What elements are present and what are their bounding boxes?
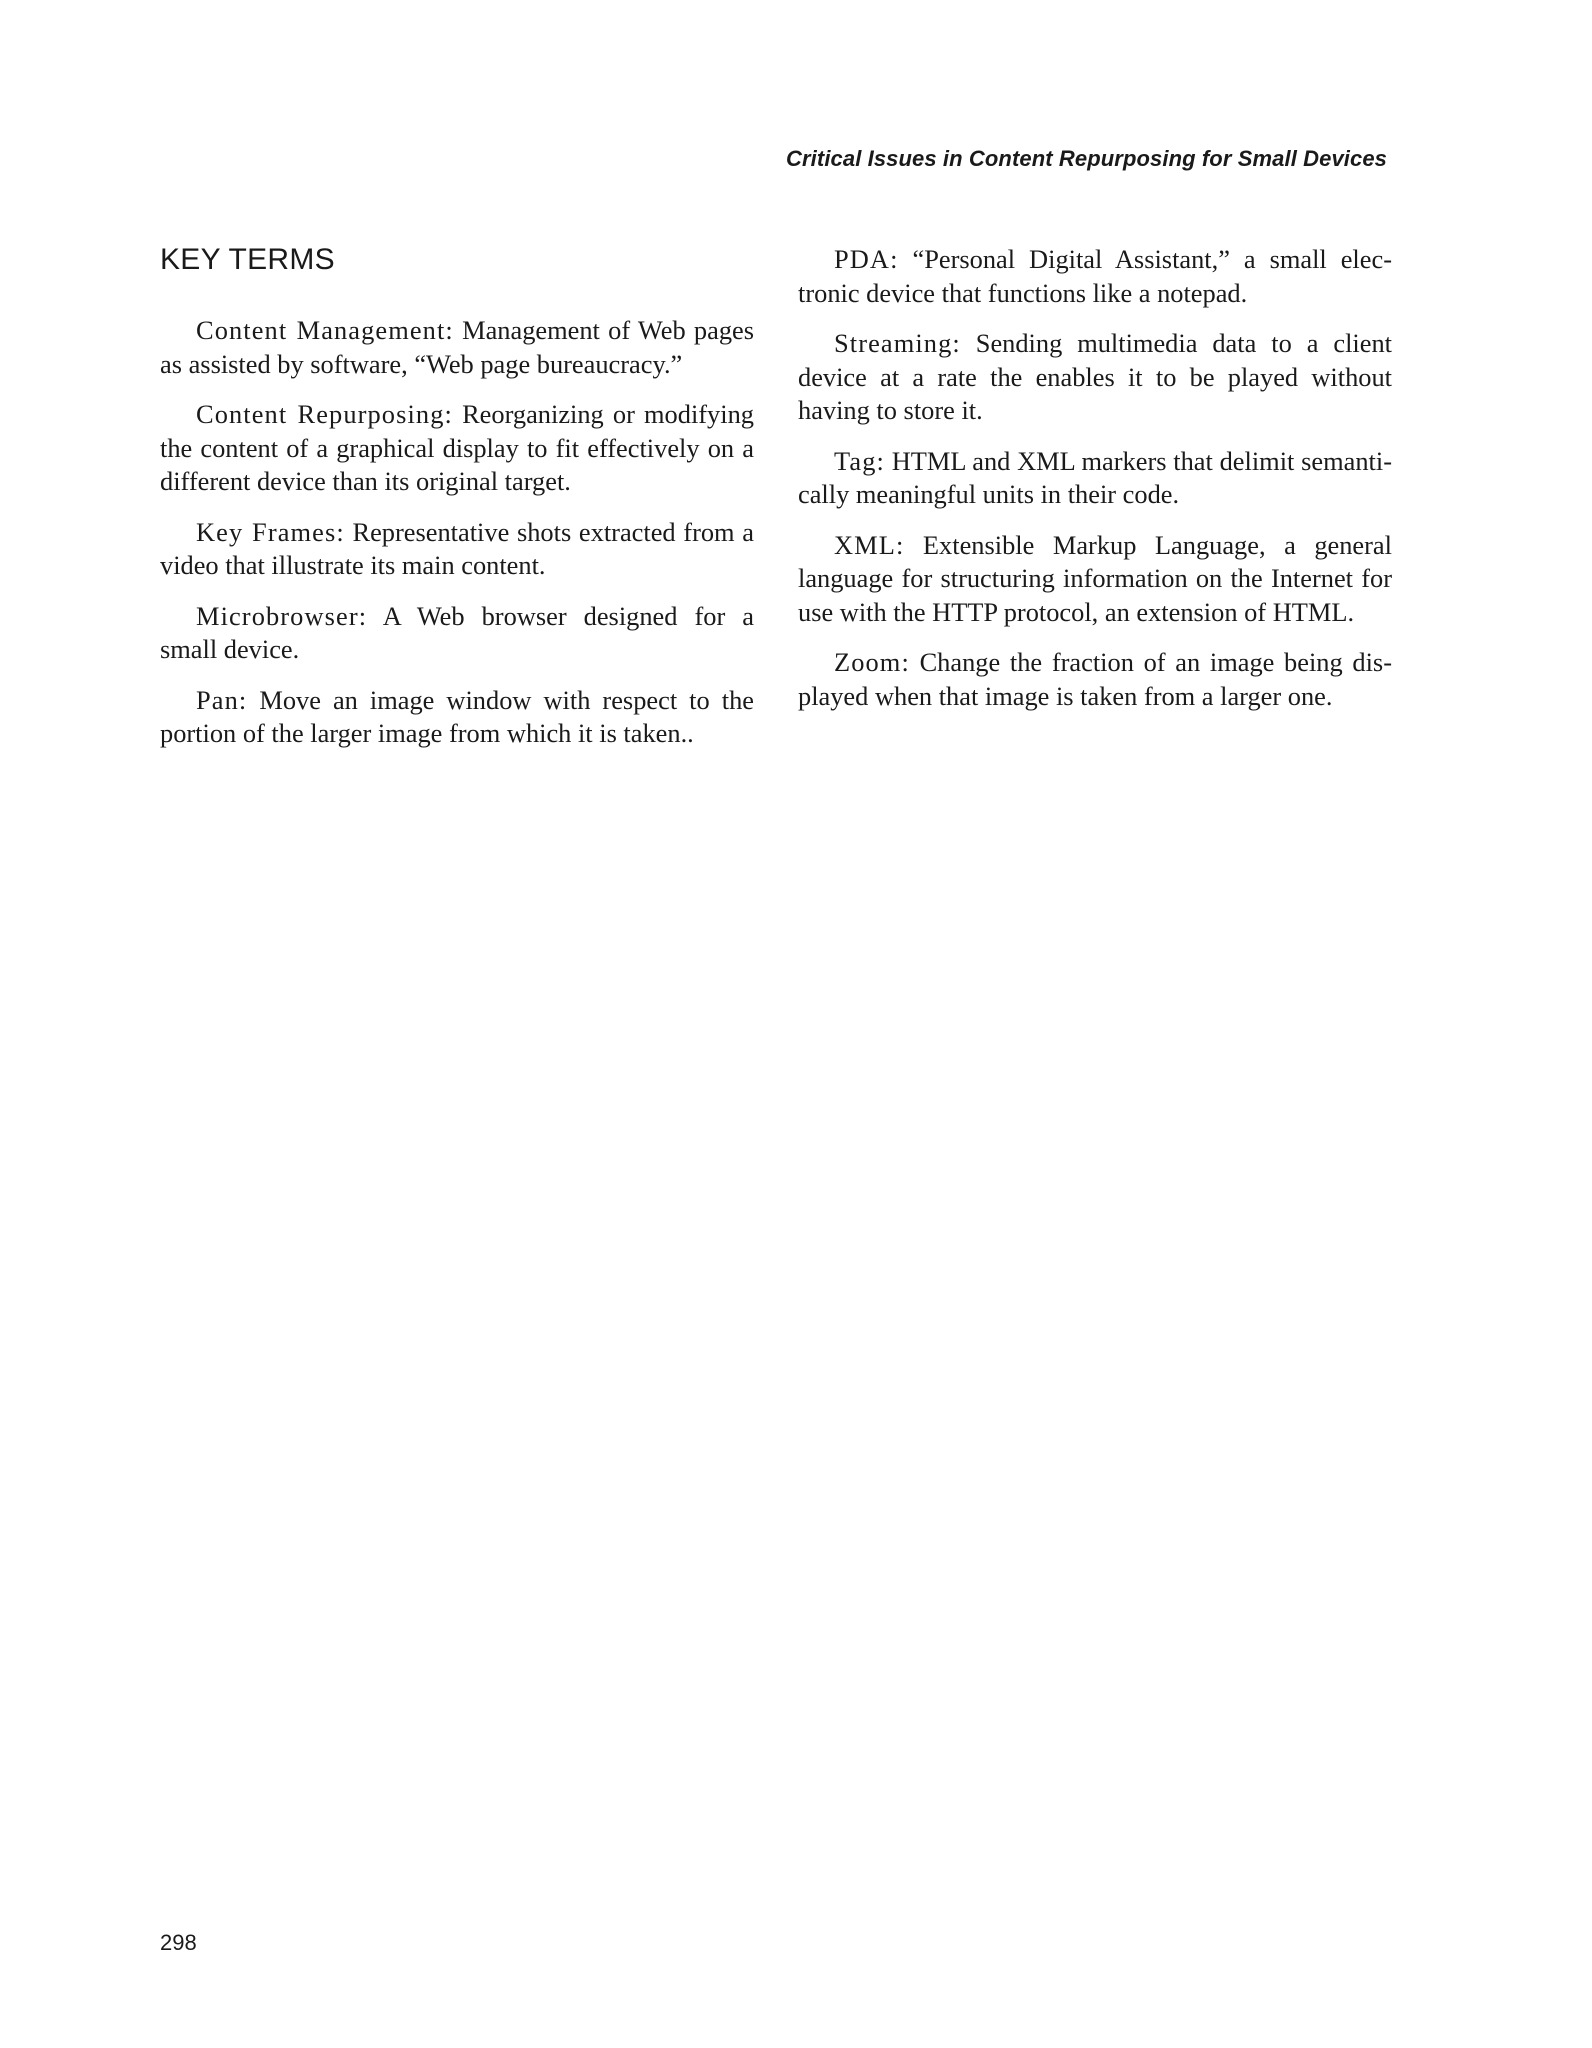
term-definition: A Web browser designed for a small device. [160, 600, 754, 664]
term-name: Content Repurposing: [196, 399, 453, 429]
term-definition: “Personal Digital Assistant,” a small electronic device that functions like a notepad. [798, 244, 1392, 308]
term-definition: Extensible Markup Language, a general language for structuring information on the Internet for use with the HTTP protocol, an extension of HTML. [798, 529, 1392, 627]
term-definition: Reorganizing or modifying the content of a graphical display to fit effectively on a different device than its original target. [160, 399, 754, 496]
term-definition: Representative shots extracted from a video that illustrate its main content. [160, 516, 754, 580]
term-definition: HTML and XML markers that delimit semantically meaningful units in their code. [798, 445, 1392, 509]
left-column [160, 243, 754, 768]
term-name: PDA: [834, 244, 899, 274]
term-definition: Change the fraction of an image being displayed when that image is taken from a larger one. [798, 647, 1392, 711]
running-header: Critical Issues in Content Repurposing for Small Devices [786, 146, 1387, 171]
term-name: Content Management: [196, 315, 454, 345]
term-name: Zoom: [834, 647, 910, 677]
term-entry-microbrowser [160, 600, 754, 667]
term-name: Key Frames: [196, 516, 345, 547]
term-name: XML: [834, 529, 905, 560]
term-name: Pan: [196, 684, 248, 715]
term-definition: Management of Web pages as assisted by software, “Web page bureaucracy.” [160, 315, 754, 379]
term-definition: Move an image window with respect to the portion of the larger image from which it is taken.. [160, 684, 754, 748]
term-entry-key-frames [160, 516, 754, 583]
term-entry-xml [798, 529, 1392, 630]
term-entry-content-management [160, 314, 754, 381]
term-entry-streaming [798, 327, 1392, 428]
term-entry-zoom [798, 646, 1392, 713]
term-name: Streaming: [834, 328, 961, 358]
page-number: 298 [160, 1930, 197, 1955]
term-definition: Sending multimedia data to a client device at a rate the enables it to be played without having to store it. [798, 328, 1392, 425]
term-name: Tag: [834, 445, 885, 476]
term-entry-pda [798, 243, 1392, 310]
term-name: Microbrowser: [196, 600, 368, 631]
right-column [798, 243, 1392, 730]
section-heading: KEY TERMS [160, 243, 335, 276]
term-entry-pan [160, 684, 754, 751]
term-entry-content-repurposing [160, 398, 754, 499]
term-entry-tag [798, 445, 1392, 512]
